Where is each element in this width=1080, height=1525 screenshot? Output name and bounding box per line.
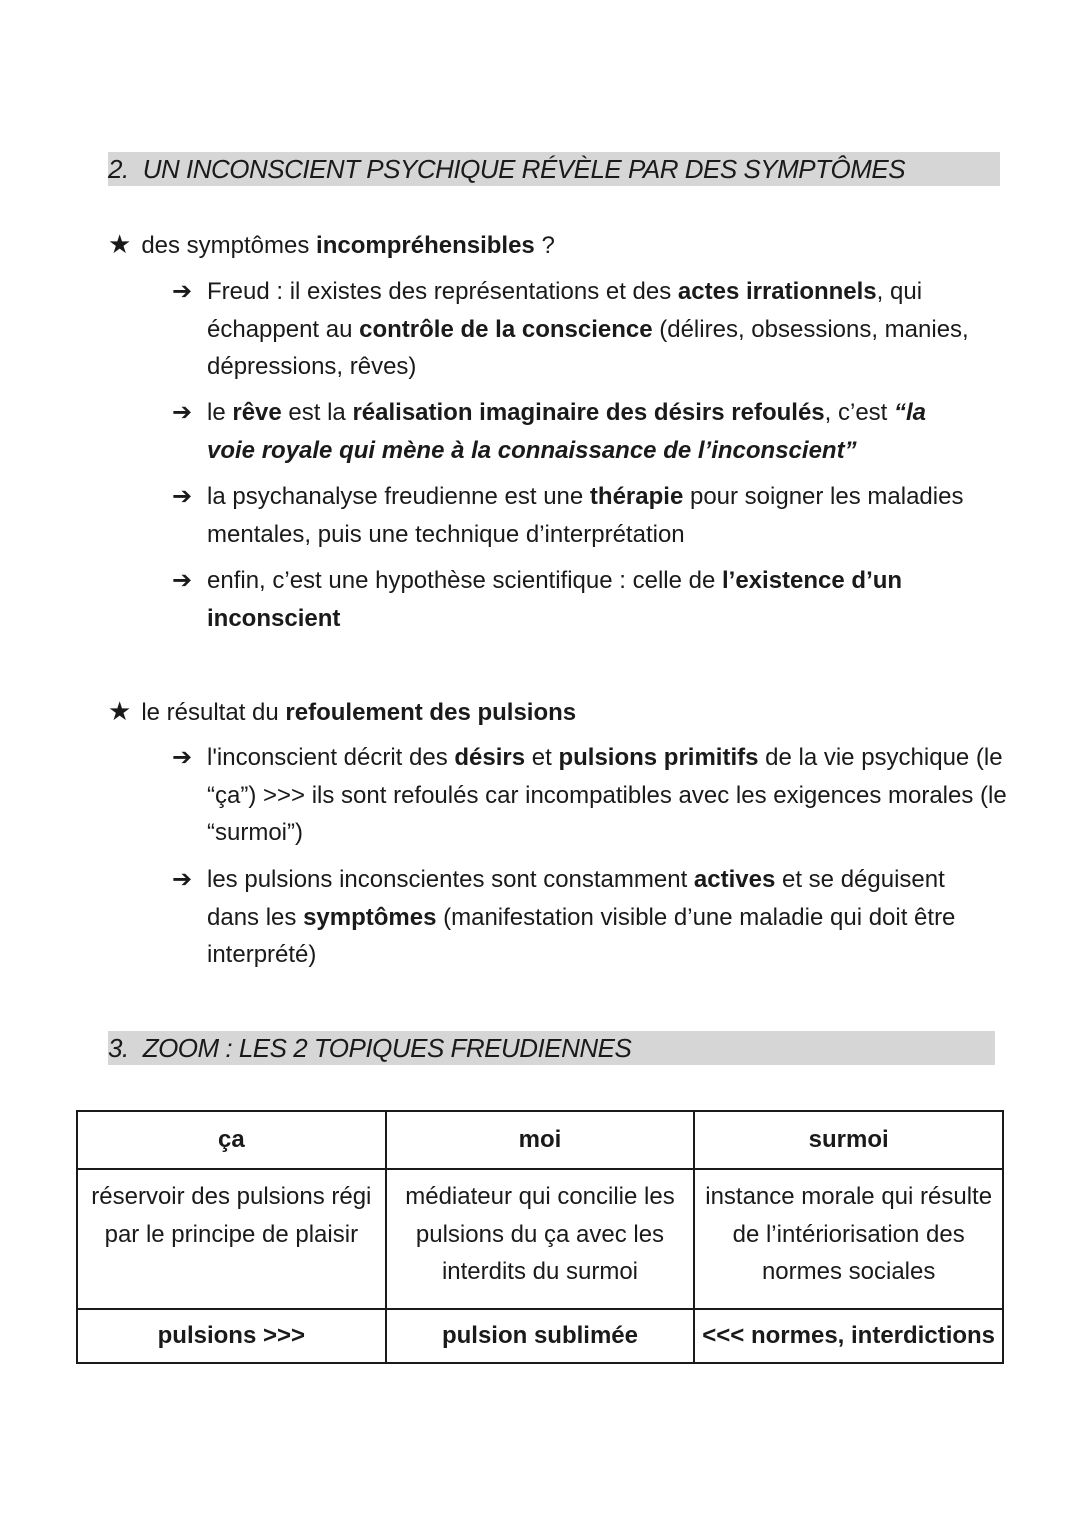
bullet-pulsions: ➔ les pulsions inconscientes sont constamment actives et se déguisent dans les symptômes (manifestation visible d’une maladie qui doit être interprété) (172, 861, 972, 974)
table-cell-ca-description: réservoir des pulsions régi par le principe de plaisir (77, 1169, 386, 1309)
bullet-psychanalyse: ➔ la psychanalyse freudienne est une thérapie pour soigner les maladies mentales, puis une technique d’interprétation (172, 478, 972, 553)
arrow-right-icon: ➔ (172, 483, 193, 510)
table-cell-ca-footer: pulsions >>> (77, 1309, 386, 1363)
table-description-row (77, 1169, 1003, 1309)
section-2-number: 2. (108, 154, 129, 184)
table-cell-surmoi-description: instance morale qui résulte de l’intériorisation des normes sociales (694, 1169, 1003, 1309)
bullet-inconscient: ➔ l'inconscient décrit des désirs et pulsions primitifs de la vie psychique (le “ça”) >>> ils sont refoulés car incompatibles avec les exigences morales (le “surmoi”) (172, 739, 1007, 852)
section-2-header (108, 152, 1000, 186)
star-icon: ★ (108, 229, 132, 259)
table-header-surmoi: surmoi (694, 1111, 1003, 1169)
arrow-right-icon: ➔ (172, 567, 193, 594)
arrow-right-icon: ➔ (172, 866, 193, 893)
table-footer-row (77, 1309, 1003, 1363)
star-icon: ★ (108, 696, 132, 726)
arrow-right-icon: ➔ (172, 744, 193, 771)
bullet-freud: ➔ Freud : il existes des représentations et des actes irrationnels, qui échappent au contrôle de la conscience (délires, obsessions, manies, dépressions, rêves) (172, 273, 972, 386)
arrow-right-icon: ➔ (172, 399, 193, 426)
star-point-refoulement: ★ le résultat du refoulement des pulsions (108, 696, 577, 726)
table-header-moi: moi (386, 1111, 695, 1169)
bullet-reve: ➔ le rêve est la réalisation imaginaire des désirs refoulés, c’est “la voie royale qui mène à la connaissance de l’inconscient” (172, 394, 972, 469)
bullet-hypothese: ➔ enfin, c’est une hypothèse scientifique : celle de l’existence d’un inconscient (172, 562, 922, 637)
arrow-right-icon: ➔ (172, 278, 193, 305)
section-3-header (108, 1031, 995, 1065)
section-3-number: 3. (108, 1033, 129, 1063)
table-cell-moi-footer: pulsion sublimée (386, 1309, 695, 1363)
topiques-table (76, 1110, 1004, 1364)
section-3-title: ZOOM : LES 2 TOPIQUES FREUDIENNES (142, 1033, 632, 1063)
table-header-ca: ça (77, 1111, 386, 1169)
table-header-row (77, 1111, 1003, 1169)
table-cell-moi-description: médiateur qui concilie les pulsions du ça avec les interdits du surmoi (386, 1169, 695, 1309)
section-2-title: UN INCONSCIENT PSYCHIQUE RÉVÈLE PAR DES SYMPTÔMES (142, 154, 906, 184)
star-point-symptomes: ★ des symptômes incompréhensibles ? (108, 229, 555, 259)
table-cell-surmoi-footer: <<< normes, interdictions (694, 1309, 1003, 1363)
